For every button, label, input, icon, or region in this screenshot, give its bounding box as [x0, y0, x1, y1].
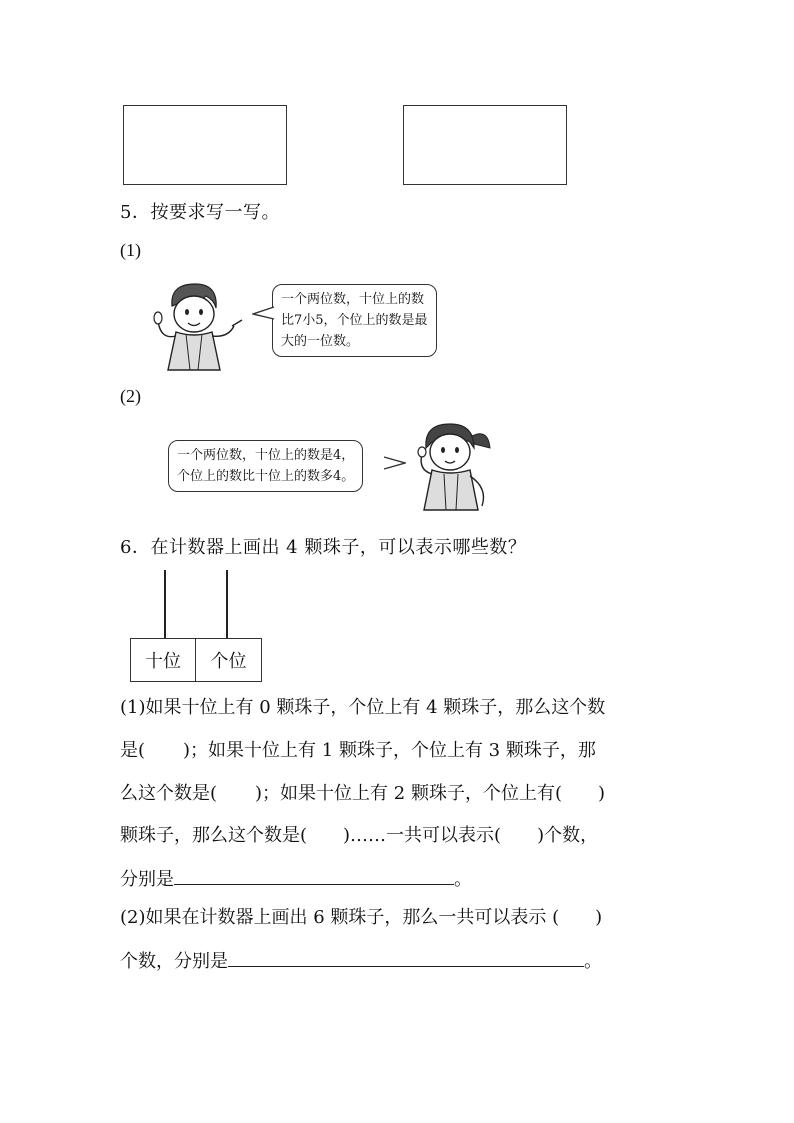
question-5-part2-label: (2) [120, 386, 141, 406]
answer-line-1[interactable] [174, 866, 454, 885]
bubble-2-line-1: 一个两位数，十位上的数是4， [177, 448, 355, 463]
bubble-1-line-1: 一个两位数，十位上的数 [281, 292, 425, 307]
girl-illustration [408, 418, 504, 514]
q6-p2-line-2 [120, 948, 602, 973]
q6-p1-text-3a: 么这个数是( [120, 783, 218, 804]
q6-p1-text-5a: 分别是 [120, 869, 174, 890]
q6-p1-line-1 [120, 697, 605, 719]
tens-rod[interactable] [164, 570, 166, 638]
bubble-2-line-2: 个位上的数比十位上的数多4。 [177, 469, 355, 484]
bubble-1-tail [252, 306, 276, 320]
question-5-part1-label: (1) [120, 240, 141, 260]
q6-p1-line-1-text: (1)如果十位上有 0 颗珠子，个位上有 4 颗珠子，那么这个数 [120, 697, 606, 718]
q6-p1-text-4b: )……一共可以表示( [343, 825, 502, 846]
q6-p1-text-3b: )；如果十位上有 2 颗珠子，个位上有( [255, 783, 562, 804]
bubble-1-line-3: 大的一位数。 [281, 334, 360, 349]
q6-p2-line-1 [120, 907, 602, 929]
boy-illustration [150, 278, 250, 374]
q6-p1-line-5 [120, 866, 472, 891]
q6-p1-text-4c: )个数， [537, 825, 599, 846]
ones-rod[interactable] [226, 570, 228, 638]
q6-p1-line-4 [120, 825, 598, 847]
answer-line-2[interactable] [228, 948, 584, 967]
question-6-title: 6．在计数器上画出 4 颗珠子，可以表示哪些数？ [120, 537, 527, 558]
abacus-tens-label: 十位 [145, 651, 181, 672]
abacus-ones-label: 个位 [210, 651, 247, 672]
q6-p1-text-3c: ) [597, 783, 606, 804]
q6-p2-text-1b: ) [595, 907, 603, 928]
question-5-title: 5．按要求写一写。 [120, 202, 280, 223]
speech-bubble-2 [168, 440, 363, 492]
answer-box-2[interactable] [403, 105, 567, 185]
q6-p2-text-2b: 。 [584, 951, 602, 972]
speech-bubble-1 [272, 284, 437, 357]
q6-p1-text-2a: 是( [120, 740, 146, 761]
q6-p1-text-5b: 。 [454, 869, 472, 890]
abacus-ones-cell [195, 638, 262, 682]
answer-box-1[interactable] [123, 105, 287, 185]
abacus-tens-cell [130, 638, 196, 682]
q6-p1-line-3 [120, 783, 605, 805]
q6-p1-line-2 [120, 740, 596, 762]
q6-p2-text-1a: (2)如果在计数器上画出 6 颗珠子，那么一共可以表示 ( [120, 907, 560, 928]
q6-p1-text-4a: 颗珠子，那么这个数是( [120, 825, 308, 846]
bubble-2-tail [382, 456, 406, 470]
bubble-1-line-2: 比7小5，个位上的数是最 [281, 313, 428, 328]
q6-p2-text-2a: 个数，分别是 [120, 951, 228, 972]
q6-p1-text-2b: )；如果十位上有 1 颗珠子，个位上有 3 颗珠子，那 [183, 740, 596, 761]
